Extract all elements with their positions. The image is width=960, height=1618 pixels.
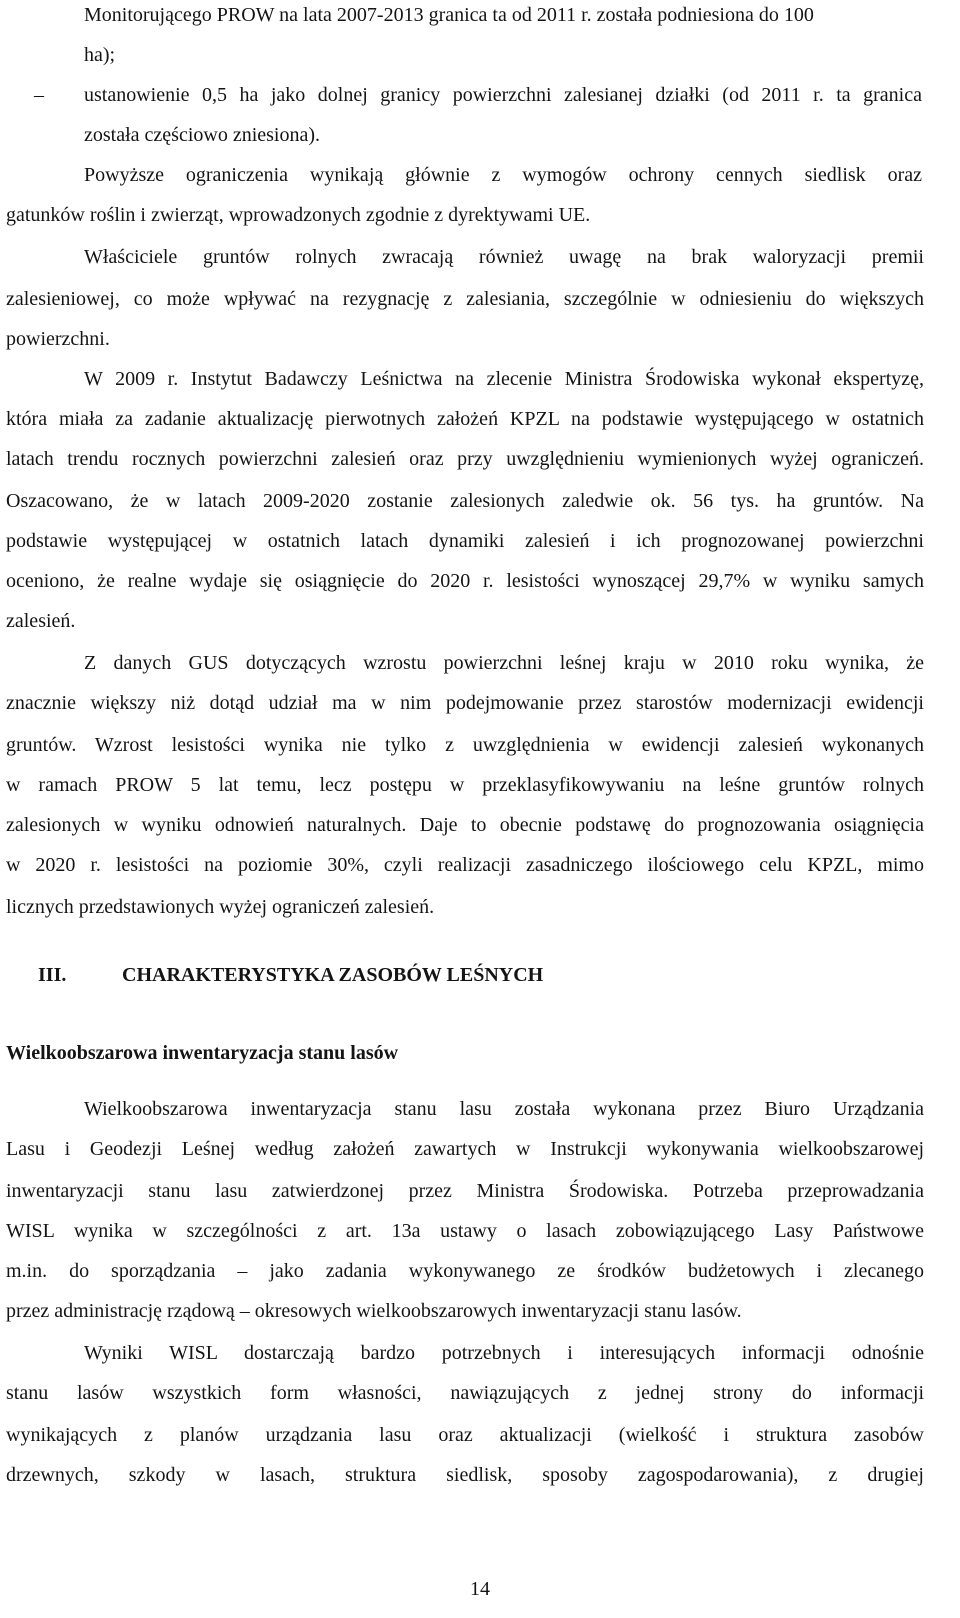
text-line: w ramach PROW 5 lat temu, lecz postępu w przeklasyfikowywaniu na leśne gruntów rolnych <box>6 774 924 796</box>
text-line: wynikających z planów urządzania lasu oraz aktualizacji (wielkość i struktura zasobów <box>6 1424 924 1446</box>
text-line: Wielkoobszarowa inwentaryzacja stanu lasu została wykonana przez Biuro Urządzania <box>84 1098 924 1120</box>
text-line: zalesień. <box>6 610 76 632</box>
text-line: gatunków roślin i zwierząt, wprowadzonych zgodnie z dyrektywami UE. <box>6 204 591 226</box>
section-title: CHARAKTERYSTYKA ZASOBÓW LEŚNYCH <box>122 964 544 986</box>
text-line: zalesionych w wyniku odnowień naturalnych. Daje to obecnie podstawę do prognozowania osiągnięcia <box>6 814 924 836</box>
text-line: zalesieniowej, co może wpływać na rezygnację z zalesiania, szczególnie w odniesieniu do większych <box>6 288 924 310</box>
text-line: ha); <box>84 44 116 66</box>
text-line: podstawie występującej w ostatnich latach dynamiki zalesień i ich prognozowanej powierzchni <box>6 530 924 552</box>
text-line: m.in. do sporządzania – jako zadania wykonywanego ze środków budżetowych i zlecanego <box>6 1260 924 1282</box>
text-line: Powyższe ograniczenia wynikają głównie z wymogów ochrony cennych siedlisk oraz <box>84 164 922 186</box>
text-line: gruntów. Wzrost lesistości wynika nie tylko z uwzględnienia w ewidencji zalesień wykonanych <box>6 734 924 756</box>
text-line: Z danych GUS dotyczących wzrostu powierzchni leśnej kraju w 2010 roku wynika, że <box>84 652 924 674</box>
text-line: w 2020 r. lesistości na poziomie 30%, czyli realizacji zasadniczego ilościowego celu KPZL, mimo <box>6 854 924 876</box>
text-line: została częściowo zniesiona). <box>84 124 321 146</box>
text-line: ustanowienie 0,5 ha jako dolnej granicy powierzchni zalesianej działki (od 2011 r. ta granica <box>84 84 922 106</box>
text-line: Lasu i Geodezji Leśnej według założeń zawartych w Instrukcji wykonywania wielkoobszarowej <box>6 1138 924 1160</box>
text-line: przez administrację rządową – okresowych wielkoobszarowych inwentaryzacji stanu lasów. <box>6 1300 742 1322</box>
text-line: która miała za zadanie aktualizację pierwotnych założeń KPZL na podstawie występującego w ostatnich <box>6 408 924 430</box>
text-line: drzewnych, szkody w lasach, struktura siedlisk, sposoby zagospodarowania), z drugiej <box>6 1464 924 1486</box>
text-line: inwentaryzacji stanu lasu zatwierdzonej przez Ministra Środowiska. Potrzeba przeprowadzania <box>6 1180 924 1202</box>
text-line: Wyniki WISL dostarczają bardzo potrzebnych i interesujących informacji odnośnie <box>84 1342 924 1364</box>
text-line: oceniono, że realne wydaje się osiągnięcie do 2020 r. lesistości wynoszącej 29,7% w wyniku samych <box>6 570 924 592</box>
text-line: znacznie większy niż dotąd udział ma w nim podejmowanie przez starostów modernizacji ewidencji <box>6 692 924 714</box>
text-line: Oszacowano, że w latach 2009-2020 zostanie zalesionych zaledwie ok. 56 tys. ha gruntów. Na <box>6 490 924 512</box>
text-line: latach trendu rocznych powierzchni zalesień oraz przy uwzględnieniu wymienionych wyżej ograniczeń. <box>6 448 924 470</box>
text-line: Monitorującego PROW na lata 2007-2013 granica ta od 2011 r. została podniesiona do 100 <box>84 4 814 26</box>
text-line: W 2009 r. Instytut Badawczy Leśnictwa na zlecenie Ministra Środowiska wykonał ekspertyzę, <box>84 368 924 390</box>
text-line: licznych przedstawionych wyżej ograniczeń zalesień. <box>6 896 435 918</box>
section-number: III. <box>38 964 67 986</box>
bullet-dash: – <box>34 84 44 106</box>
text-line: powierzchni. <box>6 328 110 350</box>
text-line: stanu lasów wszystkich form własności, nawiązujących z jednej strony do informacji <box>6 1382 924 1404</box>
text-line: WISL wynika w szczególności z art. 13a ustawy o lasach zobowiązującego Lasy Państwowe <box>6 1220 924 1242</box>
subheading: Wielkoobszarowa inwentaryzacja stanu lasów <box>6 1042 399 1064</box>
page-number: 14 <box>470 1578 490 1600</box>
text-line: Właściciele gruntów rolnych zwracają również uwagę na brak waloryzacji premii <box>84 246 924 268</box>
